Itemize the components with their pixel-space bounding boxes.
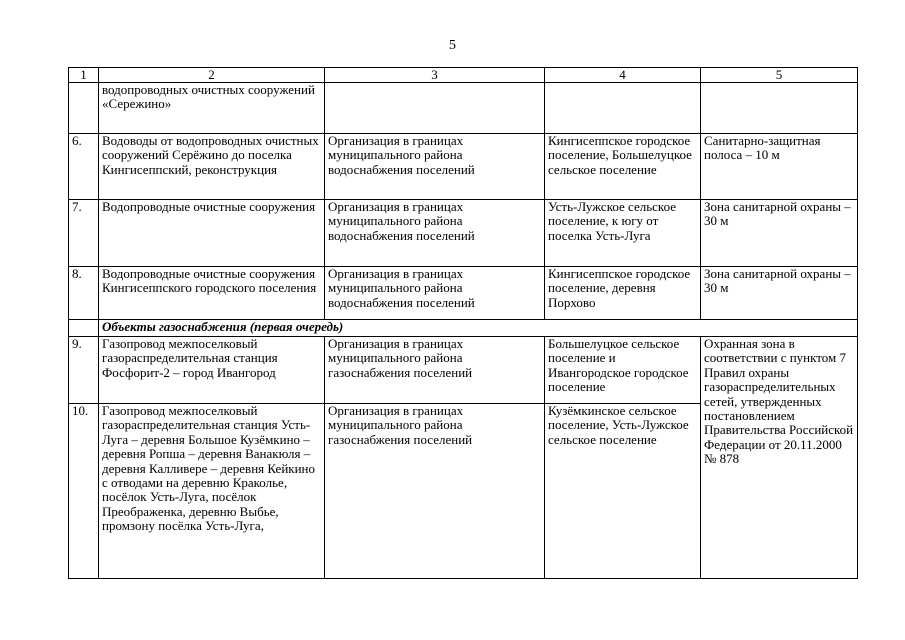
zone-cell: Санитарно-защитная полоса – 10 м	[701, 134, 858, 200]
row-number-cell: 10.	[69, 404, 99, 579]
location-cell: Кингисеппское городское поселение, Большелуцкое сельское поселение	[545, 134, 701, 200]
location-cell: Усть-Лужское сельское поселение, к югу от поселка Усть-Луга	[545, 200, 701, 267]
header-col-2: 2	[99, 68, 325, 83]
zone-cell: Зона санитарной охраны – 30 м	[701, 267, 858, 320]
object-name-cell: водопроводных очистных сооружений «Сережино»	[99, 83, 325, 134]
section-row	[69, 320, 858, 337]
table-row	[69, 134, 858, 200]
header-col-4: 4	[545, 68, 701, 83]
section-number-cell	[69, 320, 99, 337]
location-cell: Кузёмкинское сельское поселение, Усть-Лужское сельское поселение	[545, 404, 701, 579]
row-number-cell: 8.	[69, 267, 99, 320]
object-name-cell: Водопроводные очистные сооружения Кингисеппского городского поселения	[99, 267, 325, 320]
gas-zone-cell: Охранная зона в соответствии с пунктом 7 Правил охраны газораспределительных сетей, утвержденных постановлением Правительства Российской Федерации от 20.11.2000 № 878	[701, 337, 858, 579]
location-cell	[545, 83, 701, 134]
header-row	[69, 68, 858, 83]
purpose-cell: Организация в границах муниципального района водоснабжения поселений	[325, 134, 545, 200]
header-col-3: 3	[325, 68, 545, 83]
purpose-cell: Организация в границах муниципального района газоснабжения поселений	[325, 337, 545, 404]
object-name-cell: Водоводы от водопроводных очистных сооружений Серёжино до поселка Кингисеппский, реконструкция	[99, 134, 325, 200]
table-row	[69, 337, 858, 404]
page-number: 5	[449, 38, 456, 53]
row-number-cell: 7.	[69, 200, 99, 267]
zone-cell: Зона санитарной охраны – 30 м	[701, 200, 858, 267]
object-name-cell: Газопровод межпоселковый газораспределительная станция Фосфорит-2 – город Ивангород	[99, 337, 325, 404]
table-row-continued	[69, 83, 858, 134]
row-number-cell	[69, 83, 99, 134]
section-title: Объекты газоснабжения (первая очередь)	[99, 320, 858, 337]
purpose-cell	[325, 83, 545, 134]
purpose-cell: Организация в границах муниципального района водоснабжения поселений	[325, 200, 545, 267]
zone-cell	[701, 83, 858, 134]
purpose-cell: Организация в границах муниципального района газоснабжения поселений	[325, 404, 545, 579]
purpose-cell: Организация в границах муниципального района водоснабжения поселений	[325, 267, 545, 320]
location-cell: Кингисеппское городское поселение, деревня Порхово	[545, 267, 701, 320]
object-name-cell: Водопроводные очистные сооружения	[99, 200, 325, 267]
row-number-cell: 9.	[69, 337, 99, 404]
object-name-cell: Газопровод межпоселковый газораспределительная станция Усть-Луга – деревня Большое Кузёмкино – деревня Ропша – деревня Ванакюля – деревня Калливере – деревня Кейкино с отводами на деревню Краколье, посёлок Усть-Луга, посёлок Преображенка, деревню Выбье, промзону посёлка Усть-Луга,	[99, 404, 325, 579]
row-number-cell: 6.	[69, 134, 99, 200]
location-cell: Большелуцкое сельское поселение и Ивангородское городское поселение	[545, 337, 701, 404]
table-row	[69, 200, 858, 267]
header-col-1: 1	[69, 68, 99, 83]
planning-table	[68, 67, 858, 579]
header-col-5: 5	[701, 68, 858, 83]
table-row	[69, 267, 858, 320]
